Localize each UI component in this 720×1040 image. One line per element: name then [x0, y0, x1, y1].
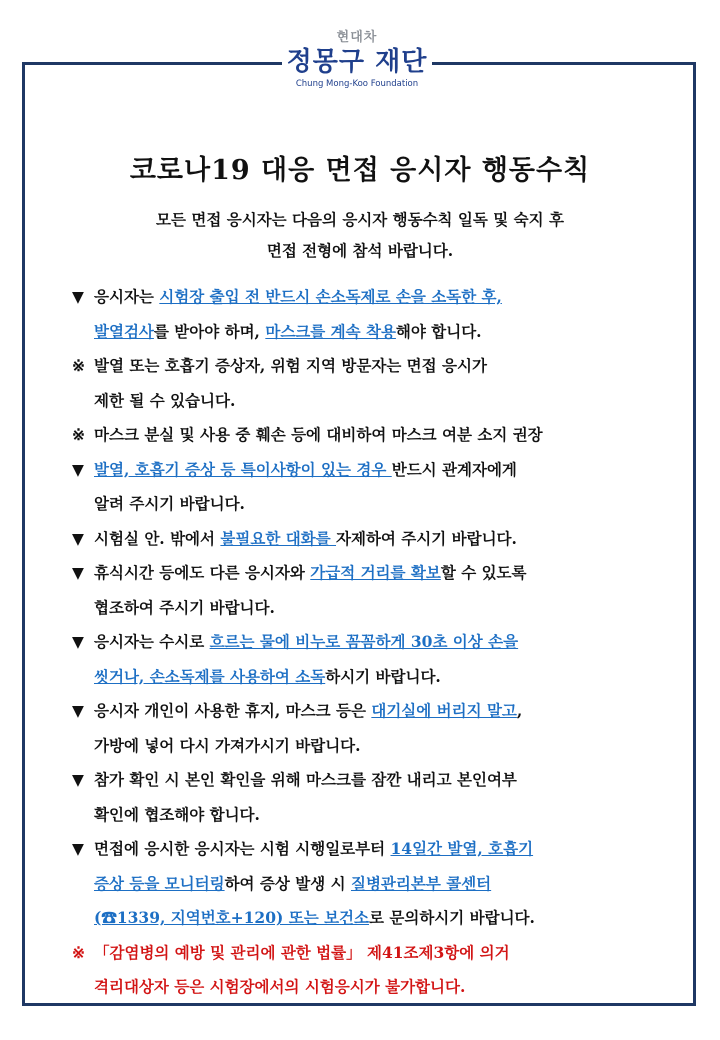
- rule-line: [94, 970, 662, 1005]
- logo-title: 정몽구 재단: [286, 47, 428, 77]
- logo-english: Chung Mong-Koo Foundation: [295, 79, 419, 89]
- rule-text: 발열 또는 호흡기 증상자, 위험 지역 방문자는 면접 응시가: [94, 356, 487, 375]
- rule-line: [94, 625, 662, 660]
- rule-line: [94, 763, 662, 798]
- highlighted-text: 14일간 발열, 호흡기: [390, 839, 534, 858]
- rule-text: 를 받아야 하며,: [153, 321, 266, 341]
- rule-line: [94, 591, 662, 626]
- rule-text: 협조하여 주시기 바랍니다.: [94, 597, 275, 617]
- triangle-bullet-icon: ▼: [72, 632, 84, 651]
- rule-item: [72, 280, 662, 349]
- rule-item: [72, 522, 662, 557]
- triangle-bullet-icon: ▼: [72, 528, 84, 548]
- rule-item: [72, 556, 662, 625]
- highlighted-text: 가급적 거리를 확보: [310, 563, 441, 582]
- rule-line: [94, 556, 662, 591]
- rule-text: 참가 확인 시 본인 확인을 위해 마스크를 잠깐 내리고 본인여부: [94, 770, 517, 789]
- intro-line: 모든 면접 응시자는 다음의 응시자 행동수칙 일독 및 숙지 후: [156, 210, 564, 229]
- rule-line: [94, 349, 662, 384]
- rule-line: [94, 522, 662, 557]
- rule-text: 하시기 바랍니다.: [325, 666, 441, 686]
- triangle-bullet-icon: ▼: [72, 459, 84, 479]
- highlighted-text: 질병관리본부 콜센터: [350, 873, 492, 893]
- rule-item: [72, 349, 662, 418]
- rule-text: 마스크 분실 및 사용 중 훼손 등에 대비하여 마스크 여분 소지 권장: [94, 425, 543, 444]
- rule-text: 자제하여 주시기 바랍니다.: [336, 528, 517, 548]
- rule-item: [72, 832, 662, 936]
- triangle-bullet-icon: ▼: [72, 770, 84, 789]
- rule-line: [94, 798, 662, 833]
- rule-text: 응시자는: [94, 287, 160, 306]
- rule-text: 확인에 협조해야 합니다.: [94, 804, 260, 824]
- rule-line: [94, 418, 662, 453]
- rule-text: 시험실 안. 밖에서: [94, 528, 221, 548]
- rule-item: [72, 453, 662, 522]
- triangle-bullet-icon: ▼: [72, 563, 84, 582]
- rule-text: ,: [516, 701, 523, 720]
- rule-text: 할 수 있도록: [440, 563, 527, 582]
- rule-text: 응시자 개인이 사용한 휴지, 마스크 등은: [94, 701, 372, 720]
- rule-line: [94, 280, 662, 315]
- highlighted-text: 발열, 호흡기 증상 등 특이사항이 있는 경우: [94, 459, 392, 479]
- rule-text: 격리대상자 등은 시험장에서의 시험응시가 불가합니다.: [94, 977, 466, 996]
- highlighted-text: 마스크를 계속 착용: [265, 321, 396, 341]
- rule-text: 휴식시간 등에도 다른 응시자와: [94, 563, 311, 582]
- rule-text: 알려 주시기 바랍니다.: [94, 494, 245, 513]
- rule-text: 로 문의하시기 바랍니다.: [369, 908, 535, 927]
- highlighted-text: 씻거나, 손소독제를 사용하여 소독: [94, 666, 326, 686]
- rule-item: [72, 625, 662, 694]
- rule-line: [94, 315, 662, 350]
- triangle-bullet-icon: ▼: [72, 701, 84, 720]
- rule-item: [72, 936, 662, 1005]
- rule-line: [94, 832, 662, 867]
- rule-text: 가방에 넣어 다시 가져가시기 바랍니다.: [94, 735, 361, 755]
- rule-line: [94, 901, 662, 936]
- rule-text: 반드시 관계자에게: [391, 459, 517, 479]
- logo-subtitle: 현대차: [336, 30, 378, 45]
- reference-mark-icon: ※: [72, 356, 85, 375]
- rule-line: [94, 694, 662, 729]
- page-title: 코로나19 대응 면접 응시자 행동수칙: [129, 155, 591, 186]
- rule-line: [94, 867, 662, 902]
- rule-line: [94, 384, 662, 419]
- rule-item: [72, 694, 662, 763]
- rule-line: [94, 487, 662, 522]
- triangle-bullet-icon: ▼: [72, 287, 84, 306]
- rule-item: [72, 763, 662, 832]
- highlighted-text: 흐르는 물에 비누로 꼼꼼하게 30초 이상 손을: [209, 632, 519, 651]
- rule-line: [94, 729, 662, 764]
- highlighted-text: 불필요한 대화를: [220, 528, 337, 548]
- rule-line: [94, 453, 662, 488]
- rules-list: [72, 280, 662, 1005]
- reference-mark-icon: ※: [72, 942, 85, 962]
- rule-line: [94, 660, 662, 695]
- reference-mark-icon: ※: [72, 425, 85, 444]
- rule-text: 제한 될 수 있습니다.: [94, 390, 236, 410]
- foundation-logo: [282, 30, 432, 106]
- highlighted-text: 증상 등을 모니터링: [94, 873, 225, 893]
- rule-item: [72, 418, 662, 453]
- rule-text: 하여 증상 발생 시: [224, 873, 351, 893]
- rule-text: 면접에 응시한 응시자는 시험 시행일로부터: [94, 839, 391, 858]
- intro-line: 면접 전형에 참석 바랍니다.: [266, 241, 454, 260]
- triangle-bullet-icon: ▼: [72, 839, 84, 858]
- intro-text: [0, 204, 720, 266]
- rule-text: 「감염병의 예방 및 관리에 관한 법률」 제41조제3항에 의거: [94, 942, 510, 962]
- rule-line: [94, 936, 662, 971]
- highlighted-text: 대기실에 버리지 말고: [371, 701, 517, 720]
- rule-text: 해야 합니다.: [395, 321, 482, 341]
- highlighted-text: (☎1339, 지역번호+120) 또는 보건소: [94, 908, 369, 927]
- highlighted-text: 시험장 출입 전 반드시 손소독제로 손을 소독한 후,: [159, 287, 502, 306]
- highlighted-text: 발열검사: [94, 321, 154, 341]
- rule-text: 응시자는 수시로: [94, 632, 210, 651]
